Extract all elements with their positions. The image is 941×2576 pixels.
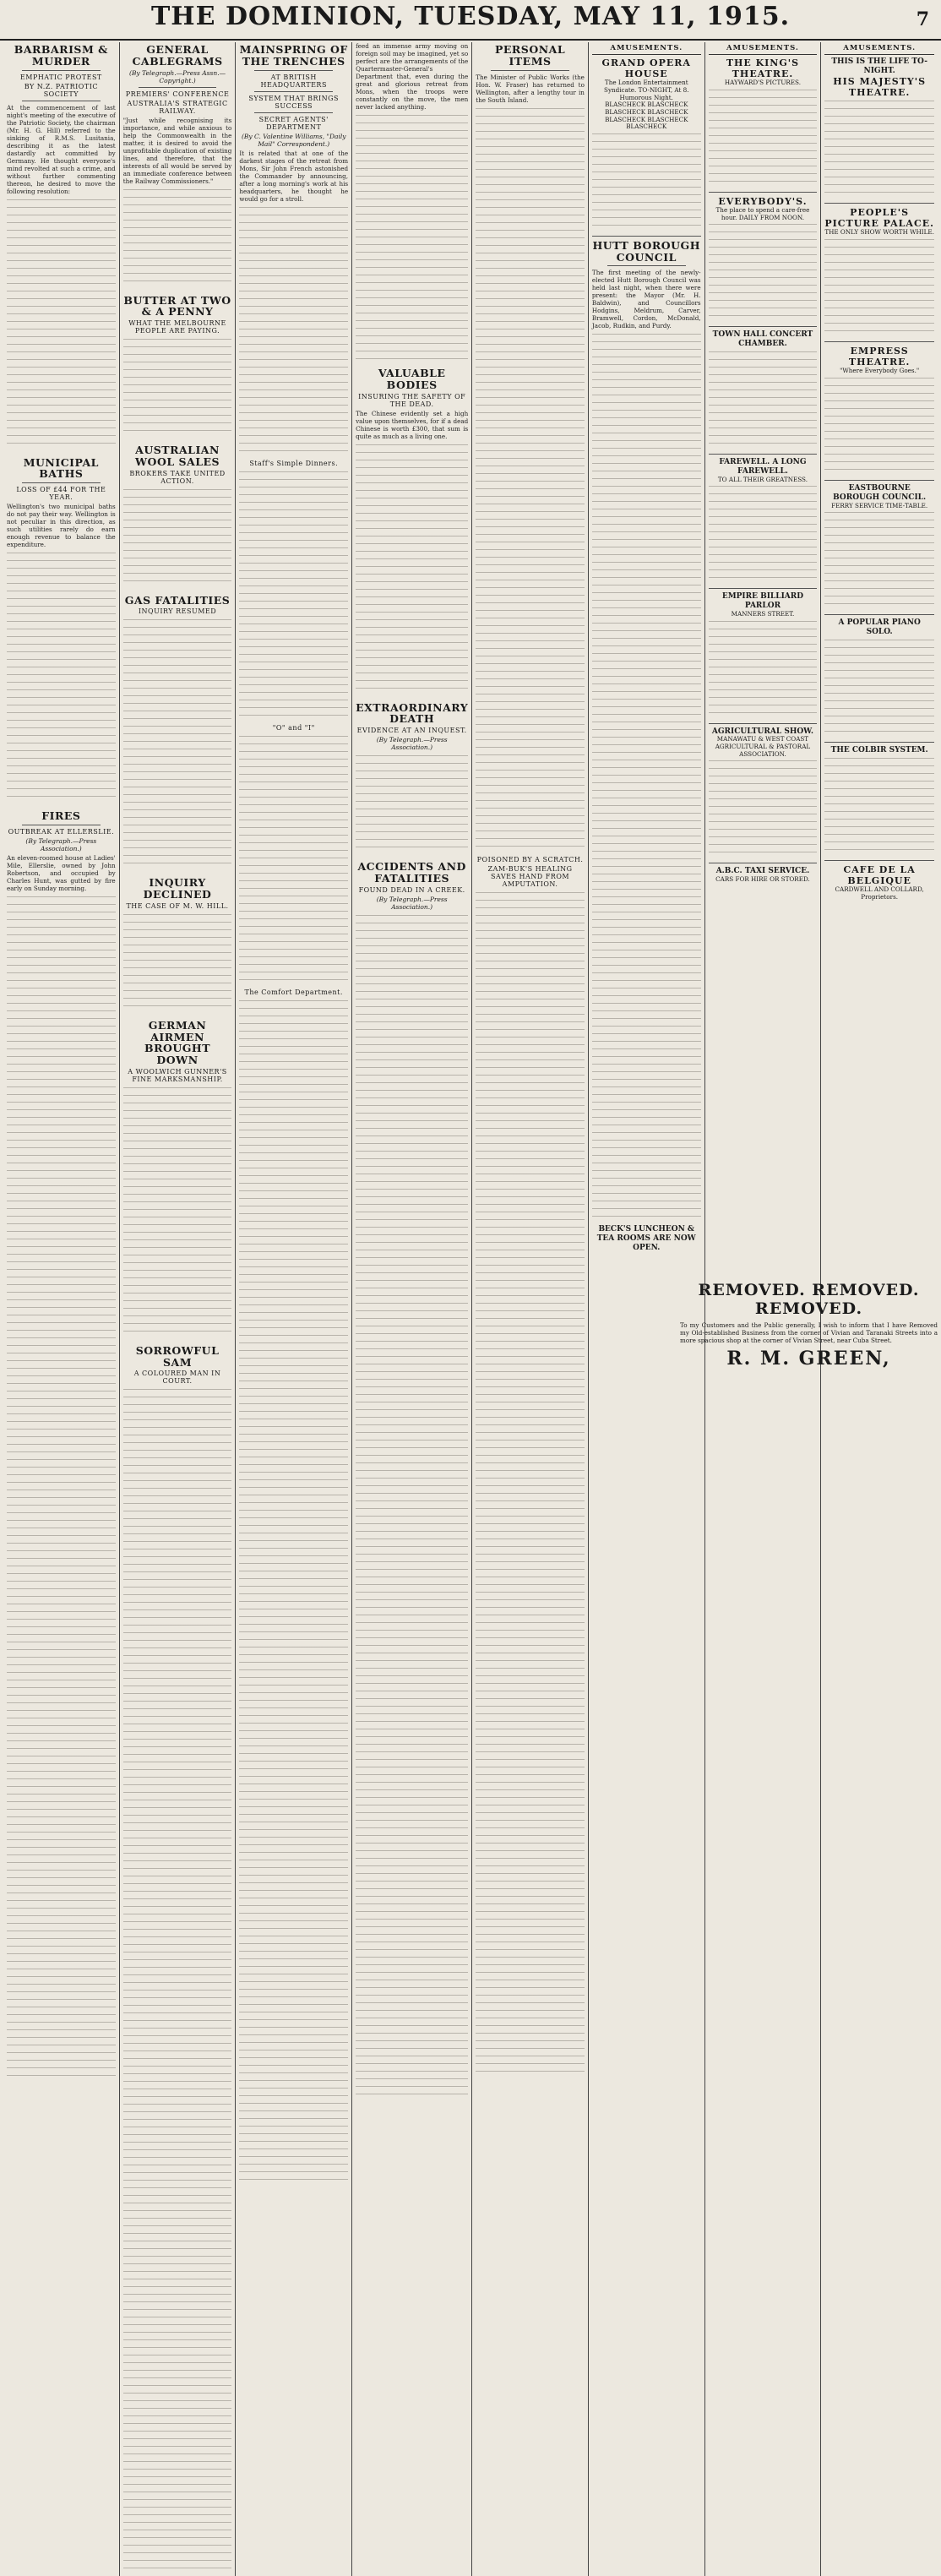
- section-heading: The Comfort Department.: [244, 988, 343, 996]
- ad-cafe: CAFE DE LA BELGIQUE CARDWELL AND COLLARD, Proprietors.: [835, 863, 924, 901]
- dateline: (By Telegraph.—Press Association.): [376, 736, 448, 751]
- headline: MUNICIPAL BATHS: [23, 455, 99, 481]
- article-body: feed an immense army moving on foreign soil may be imagined, yet so perfect are the arrangements of the Quartermaster-General's Department that, even during the great and glorious retreat from Mons, when the troops were constantly on the move, the men never lacked anything.: [356, 42, 469, 111]
- column-1: [3, 42, 120, 2576]
- subheadline: A COLOURED MAN IN COURT.: [133, 1370, 221, 1386]
- ad-his-majestys: THIS IS THE LIFE TO-NIGHT. HIS MAJESTY'S THEATRE.: [824, 57, 934, 204]
- ad-signature: R. M. GREEN,: [726, 1348, 891, 1370]
- subheadline: LOSS OF £44 FOR THE YEAR.: [16, 486, 106, 501]
- article-sam: [123, 1345, 232, 2570]
- ad-title: REMOVED. REMOVED. REMOVED.: [698, 1281, 920, 1318]
- article-wool: [123, 444, 232, 588]
- ad-body: To my Customers and the Public generally, I wish to inform that I have Removed my Old-established Business from the corner of Vivian and Taranaki Streets into a more spacious shop at the corner of Vivian Street, near Cuba Street.: [680, 1321, 938, 1344]
- article-body: The first meeting of the newly-elected Hutt Borough Council was held last night, when there were present: the Mayor (Mr. H. Baldwin), and Councillors Hodgins, Meldrum, Carver, Bramwell, Cordon, McDonald, Jacob, Rudkin, and Purdy.: [591, 269, 701, 330]
- subheadline: FOUND DEAD IN A CREEK.: [358, 885, 465, 894]
- headline: GERMAN AIRMEN BROUGHT DOWN: [144, 1018, 211, 1066]
- columns: [3, 42, 938, 1386]
- subheadline: SYSTEM THAT BRINGS SUCCESS: [248, 94, 340, 110]
- section-heading: AMUSEMENTS.: [709, 42, 818, 55]
- column-2: [120, 42, 237, 2576]
- article-personal: [476, 44, 585, 849]
- subheadline: AUSTRALIA'S STRATEGIC RAILWAY.: [127, 99, 228, 115]
- subheadline: EVIDENCE AT AN INQUEST.: [356, 727, 467, 734]
- ad-agricultural: AGRICULTURAL SHOW. MANAWATU & WEST COAST AGRICULTURAL & PASTORAL ASSOCIATION.: [709, 727, 818, 864]
- headline: PERSONAL ITEMS: [494, 43, 566, 68]
- ad-becks: BECK'S LUNCHEON & TEA ROOMS ARE NOW OPEN.: [596, 1225, 696, 1252]
- ad-taxi: A.B.C. TAXI SERVICE. CARS FOR HIRE OR STORED.: [715, 867, 810, 884]
- headline: EXTRAORDINARY DEATH: [356, 700, 469, 726]
- headline: INQUIRY DECLINED: [143, 876, 212, 901]
- article-body: The Chinese evidently set a high value upon themselves, for if a dead Chinese is worth £300, that sum is quite as much as a living one.: [356, 409, 469, 440]
- ad-peoples: PEOPLE'S PICTURE PALACE. THE ONLY SHOW WORTH WHILE.: [824, 207, 934, 342]
- masthead: [0, 0, 941, 41]
- headline: BARBARISM & MURDER: [14, 43, 108, 68]
- headline: SORROWFUL SAM: [135, 1343, 220, 1369]
- article-body: At the commencement of last night's meeting of the executive of the Patriotic Society, the chairman (Mr. H. G. Hill) referred to the sinking of R.M.S. Lusitania, describing it as the latest dastardly act committed by Germany. He thought everyone's mind revolted at such a crime, and without further commenting thereon, he desired to move the following resolution:: [7, 103, 116, 195]
- headline: AUSTRALIAN WOOL SALES: [135, 444, 220, 468]
- ad-empress: EMPRESS THEATRE. "Where Everybody Goes.": [824, 346, 934, 481]
- article-baths: [7, 457, 116, 804]
- subheadline: INQUIRY RESUMED: [138, 607, 217, 616]
- article-airmen: [123, 1020, 232, 1338]
- article-inquiry: [123, 877, 232, 1013]
- section-heading: "O" and "I": [272, 723, 315, 732]
- article-hutt-council: [592, 240, 701, 1219]
- dateline: (By Telegraph.—Press Assn.—Copyright.): [128, 68, 226, 84]
- headline: VALUABLE BODIES: [378, 367, 446, 391]
- article-cablegrams: [123, 44, 232, 288]
- headline: MAINSPRING OF THE TRENCHES: [239, 43, 348, 68]
- subheadline: INSURING THE SAFETY OF THE DEAD.: [358, 392, 466, 408]
- article-body: It is related that at one of the darkest stages of the retreat from Mons, Sir John French astonished the Commander by announcing, after a long morning's work at his headquarters, he thought he would go for a stroll.: [239, 149, 349, 203]
- subheadline: PREMIERS' CONFERENCE: [125, 90, 230, 98]
- subheadline: POISONED BY A SCRATCH.: [476, 855, 584, 863]
- article-barbarism: [7, 44, 116, 450]
- article-butter: [123, 295, 232, 438]
- article-gas: [123, 595, 232, 871]
- dateline: (By Telegraph.—Press Association.): [376, 895, 448, 911]
- ad-billiard: EMPIRE BILLIARD PARLOR MANNERS STREET.: [709, 592, 818, 723]
- dateline: (By C. Valentine Williams, "Daily Mail" Correspondent.): [241, 132, 346, 148]
- section-heading: AMUSEMENTS.: [824, 42, 934, 55]
- headline: FIRES: [41, 809, 81, 822]
- article-mainspring: [239, 44, 348, 2181]
- column-3: [236, 42, 352, 2576]
- subheadline: AT BRITISH HEADQUARTERS: [260, 73, 327, 89]
- article-body: "Just while recognising its importance, and while anxious to help the Commonwealth in the matter, it is desired to avoid the unprofitable duplication of existing lines, and therefore, that the interests of all would be served by an immediate conference between the Railway Commissioners.": [122, 116, 232, 185]
- headline: GENERAL CABLEGRAMS: [132, 43, 223, 68]
- article-body: Wellington's two municipal baths do not pay their way. Wellington is not peculiar in this direction, as such utilities rarely do earn enough revenue to balance the expenditure.: [7, 503, 116, 548]
- column-5: [472, 42, 589, 2576]
- subheadline: A WOOLWICH GUNNER'S FINE MARKSMANSHIP.: [128, 1067, 227, 1083]
- ad-farewell: FAREWELL. A LONG FAREWELL. TO ALL THEIR GREATNESS.: [709, 458, 818, 589]
- headline: HUTT BOROUGH COUNCIL: [592, 238, 701, 264]
- page-number: 7: [916, 8, 929, 30]
- article-death: [356, 702, 468, 855]
- ad-kings-theatre: THE KING'S THEATRE. HAYWARD'S PICTURES.: [709, 57, 818, 193]
- subheadline: BROKERS TAKE UNITED ACTION.: [129, 469, 226, 485]
- headline: GAS FATALITIES: [124, 593, 231, 607]
- headline: ACCIDENTS AND FATALITIES: [357, 860, 466, 885]
- section-heading: AMUSEMENTS.: [592, 42, 701, 55]
- ad-removed-green: [680, 1281, 938, 1370]
- section-heading: Staff's Simple Dinners.: [249, 459, 339, 467]
- subheadline: BY N.Z. PATRIOTIC SOCIETY: [24, 82, 98, 98]
- article-body: The Minister of Public Works (the Hon. W. Fraser) has returned to Wellington, after a lengthy tour in the South Island.: [476, 73, 585, 104]
- article-fires: [7, 810, 116, 2077]
- column-4: [352, 42, 472, 2576]
- subheadline: WHAT THE MELBOURNE PEOPLE ARE PAYING.: [128, 319, 226, 335]
- article-accidents: [356, 861, 468, 2095]
- ad-colbir: THE COLBIR SYSTEM.: [824, 746, 934, 861]
- ad-piano: A POPULAR PIANO SOLO.: [824, 618, 934, 743]
- subheadline: ZAM-BUK'S HEALING SAVES HAND FROM AMPUTATION.: [487, 864, 573, 888]
- masthead-title: THE DOMINION, TUESDAY, MAY 11, 1915.: [150, 2, 791, 31]
- subheadline: THE CASE OF M. W. HILL.: [126, 901, 229, 910]
- article-scratch: [476, 856, 585, 2072]
- subheadline: SECRET AGENTS' DEPARTMENT: [258, 115, 329, 131]
- dateline: (By Telegraph.—Press Association.): [25, 836, 97, 852]
- ad-grand-opera-house: GRAND OPERA HOUSE The London Entertainment Syndicate. TO-NIGHT, At 8. Humorous Night. BLASCHECK BLASCHECK BLASCHECK BLASCHECK BLASCHECK BLASCHECK BLASCHECK: [592, 57, 701, 237]
- ad-eastbourne: EASTBOURNE BOROUGH COUNCIL. FERRY SERVICE TIME-TABLE.: [824, 484, 934, 615]
- subheadline: EMPHATIC PROTEST: [19, 73, 102, 81]
- article-body: An eleven-roomed house at Ladies' Mile, Ellerslie, owned by John Robertson, and occupied by Charles Hunt, was gutted by fire early on Sunday morning.: [7, 853, 116, 892]
- headline: BUTTER AT TWO & A PENNY: [123, 293, 231, 319]
- ad-everybodys: EVERYBODY'S. The place to spend a care-free hour. DAILY FROM NOON.: [709, 196, 818, 327]
- ad-town-hall: TOWN HALL CONCERT CHAMBER.: [709, 330, 818, 455]
- article-bodies: [356, 368, 468, 695]
- subheadline: OUTBREAK AT ELLERSLIE.: [8, 827, 115, 836]
